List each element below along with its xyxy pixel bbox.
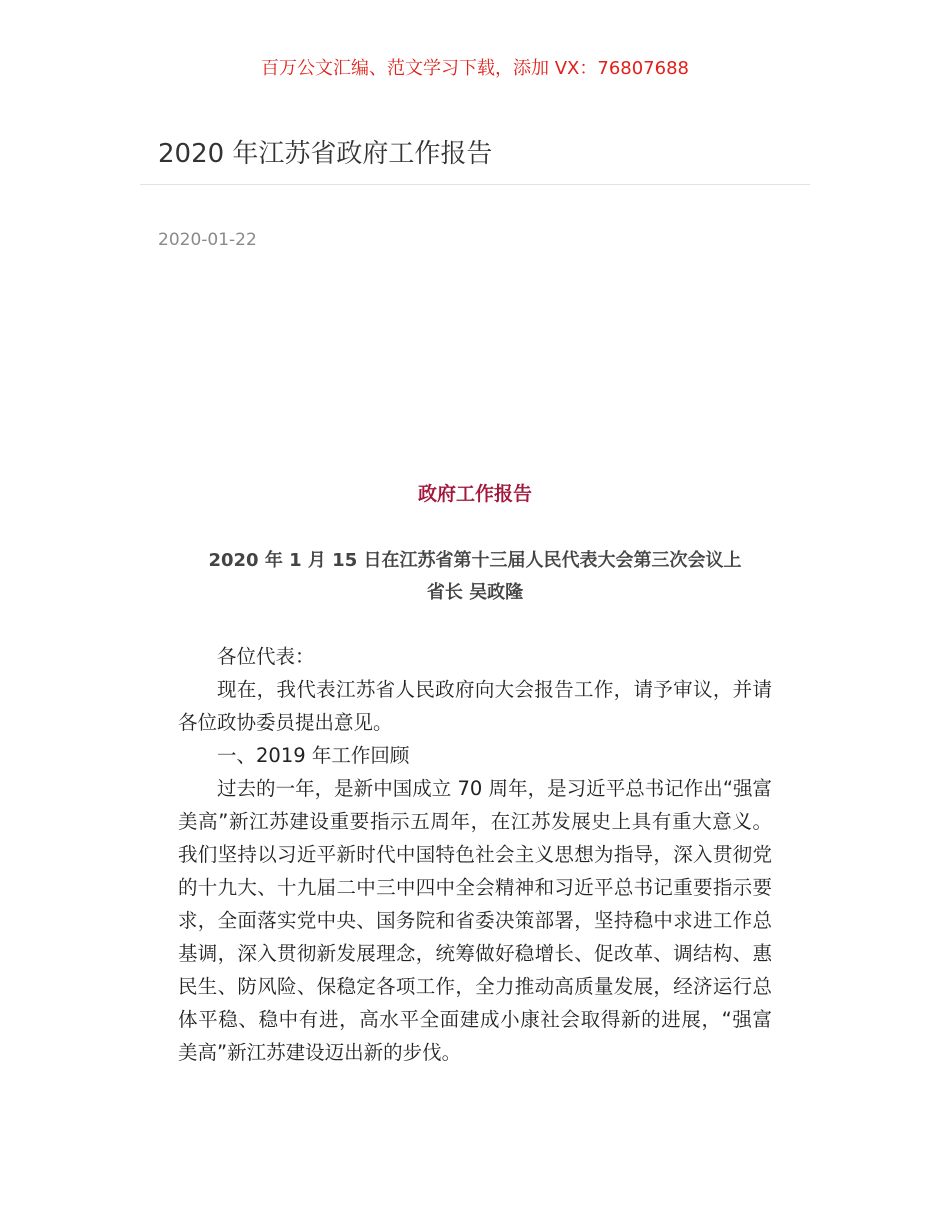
review-paragraph: 过去的一年，是新中国成立 70 周年，是习近平总书记作出“强富美高”新江苏建设重要指示五周年，在江苏发展史上具有重大意义。我们坚持以习近平新时代中国特色社会主义思想为指导，深入贯彻党的十九大、十九届二中三中四中全会精神和习近平总书记重要指示要求，全面落实党中央、国务院和省委决策部署，坚持稳中求进工作总基调，深入贯彻新发展理念，统筹做好稳增长、促改革、调结构、惠民生、防风险、保稳定各项工作，全力推动高质量发展，经济运行总体平稳、稳中有进，高水平全面建成小康社会取得新的进展，“强富美高”新江苏建设迈出新的步伐。 bbox=[178, 777, 772, 1064]
report-heading: 政府工作报告 bbox=[417, 483, 532, 505]
intro-paragraph: 现在，我代表江苏省人民政府向大会报告工作，请予审议，并请各位政协委员提出意见。 bbox=[178, 678, 772, 734]
section-heading: 一、2019 年工作回顾 bbox=[217, 744, 410, 767]
publish-date: 2020-01-22 bbox=[158, 230, 257, 250]
promo-banner: 百万公文汇编、范文学习下载，添加 VX：76807688 bbox=[261, 58, 689, 79]
report-subtitle-meeting: 2020 年 1 月 15 日在江苏省第十三届人民代表大会第三次会议上 bbox=[208, 550, 742, 571]
title-divider bbox=[140, 184, 810, 185]
report-subtitle-speaker: 省长 吴政隆 bbox=[426, 582, 524, 603]
report-body bbox=[178, 640, 772, 1069]
salutation-paragraph: 各位代表： bbox=[217, 645, 315, 668]
page-title: 2020 年江苏省政府工作报告 bbox=[158, 139, 493, 169]
